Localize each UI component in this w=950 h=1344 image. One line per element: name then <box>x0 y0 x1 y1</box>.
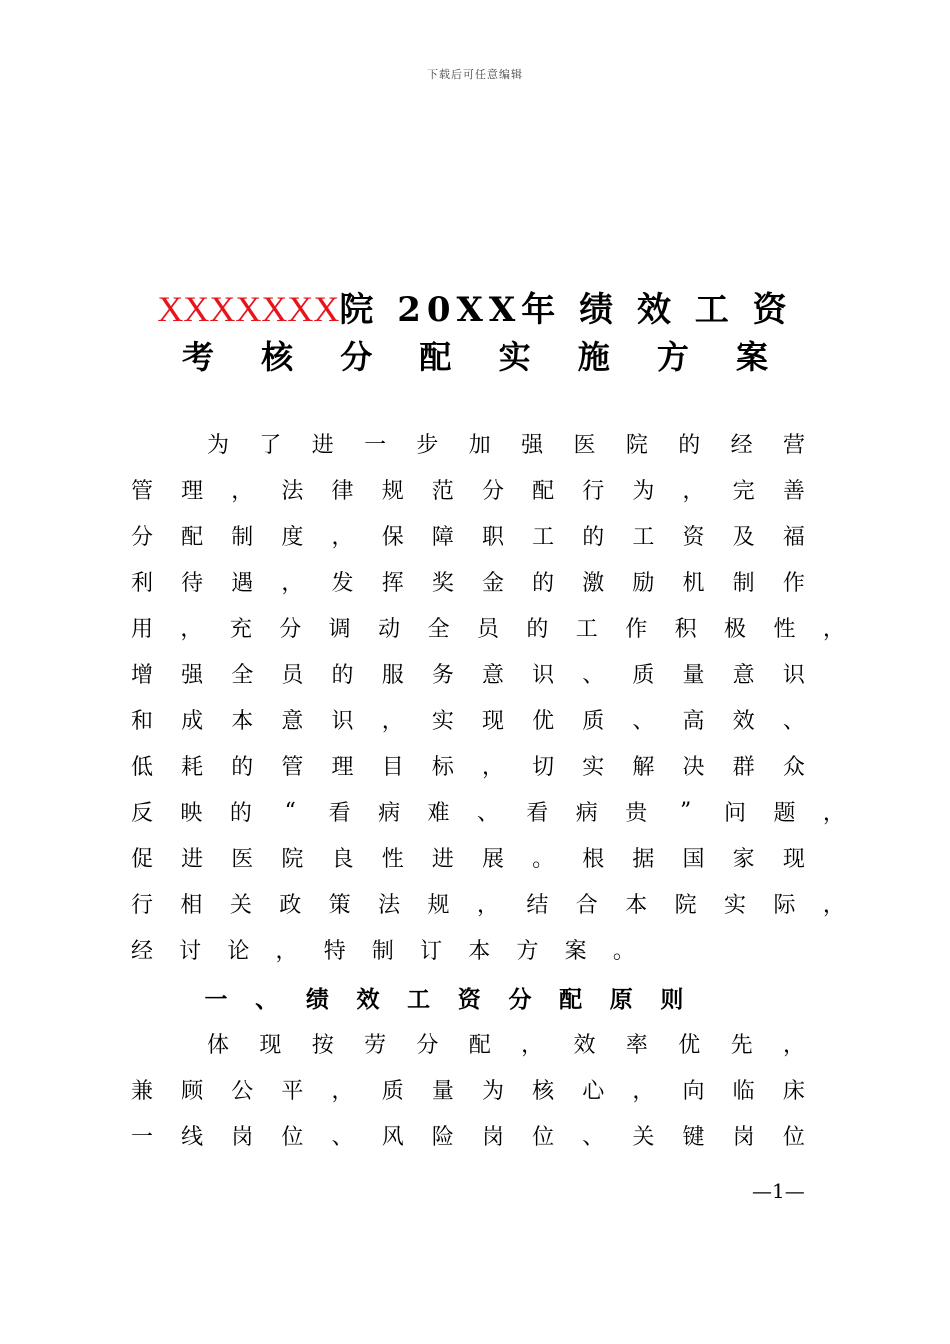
text-char: 优 <box>678 1032 701 1058</box>
text-char: ， <box>180 616 203 642</box>
text-char: 院 <box>625 432 648 458</box>
text-char: 用 <box>130 616 153 642</box>
paragraph-line <box>130 658 806 688</box>
text-char: 实 <box>724 892 747 918</box>
text-char: 键 <box>682 1124 705 1150</box>
paragraph-line <box>130 934 636 964</box>
text-char: 家 <box>732 846 755 872</box>
text-char: 资 <box>457 985 481 1013</box>
text-char: 公 <box>231 1078 254 1104</box>
text-char: 金 <box>481 570 504 596</box>
text-char: 充 <box>229 616 252 642</box>
text-char: 质 <box>632 662 655 688</box>
text-char: 利 <box>130 570 153 596</box>
text-char: 岗 <box>481 1124 504 1150</box>
text-char: 的 <box>532 570 555 596</box>
text-char: 励 <box>632 570 655 596</box>
paragraph-line <box>130 842 806 872</box>
text-char: 善 <box>782 478 805 504</box>
text-char: 意 <box>281 708 304 734</box>
text-char: 耗 <box>181 754 204 780</box>
text-char: 院 <box>674 892 697 918</box>
text-char: 劳 <box>364 1032 387 1058</box>
text-char: 位 <box>532 1124 555 1150</box>
text-char: 险 <box>431 1124 454 1150</box>
text-char: 规 <box>427 892 450 918</box>
text-char: 、 <box>782 708 805 734</box>
text-char: 低 <box>130 754 153 780</box>
text-char: ， <box>476 892 499 918</box>
paragraph-line <box>130 888 846 918</box>
text-char: 全 <box>231 662 254 688</box>
text-char: 进 <box>431 846 454 872</box>
text-char: 、 <box>582 662 605 688</box>
text-char: 方 <box>516 938 539 964</box>
text-char: 工 <box>407 985 431 1013</box>
text-char: ， <box>331 524 354 550</box>
text-char: ， <box>632 1078 655 1104</box>
text-char: 工 <box>632 524 655 550</box>
text-char: 进 <box>181 846 204 872</box>
paragraph-line <box>130 566 806 596</box>
text-char: 资 <box>682 524 705 550</box>
text-char: 效 <box>356 985 380 1013</box>
text-char: ， <box>281 570 304 596</box>
text-char: 促 <box>130 846 153 872</box>
title-line-1-text: 院 20XX年 绩 效 工 资 <box>339 290 793 330</box>
text-char: 范 <box>431 478 454 504</box>
text-char: ， <box>231 478 254 504</box>
text-char: 兼 <box>130 1078 153 1104</box>
text-char: 率 <box>625 1032 648 1058</box>
text-char: 加 <box>468 432 491 458</box>
text-char: ， <box>381 708 404 734</box>
text-char: 、 <box>582 1124 605 1150</box>
text-char: 顾 <box>181 1078 204 1104</box>
paragraph-line <box>130 612 846 642</box>
text-char: 订 <box>420 938 443 964</box>
text-char: 配 <box>468 1032 491 1058</box>
text-char: 极 <box>724 616 747 642</box>
text-char: 一 <box>364 432 387 458</box>
text-char: 、 <box>331 1124 354 1150</box>
text-char: 制 <box>231 524 254 550</box>
text-char: 。 <box>532 846 555 872</box>
text-char: 按 <box>311 1032 334 1058</box>
text-char: 高 <box>682 708 705 734</box>
text-char: 关 <box>229 892 252 918</box>
text-char: 效 <box>732 708 755 734</box>
text-char: 决 <box>682 754 705 780</box>
text-char: ， <box>782 1032 805 1058</box>
text-char: 识 <box>532 662 555 688</box>
text-char: ， <box>521 1032 544 1058</box>
text-char: 营 <box>782 432 805 458</box>
text-char: 映 <box>180 800 203 826</box>
text-char: 为 <box>632 478 655 504</box>
text-char: 岗 <box>732 1124 755 1150</box>
text-char: 岗 <box>231 1124 254 1150</box>
text-char: 政 <box>279 892 302 918</box>
text-char: 质 <box>582 708 605 734</box>
text-char: 合 <box>575 892 598 918</box>
text-char: 分 <box>130 524 153 550</box>
text-char: 特 <box>323 938 346 964</box>
text-char: 核 <box>532 1078 555 1104</box>
text-char: 院 <box>281 846 304 872</box>
text-char: 体 <box>206 1032 229 1058</box>
text-char: 优 <box>532 708 555 734</box>
text-char: 论 <box>227 938 250 964</box>
text-char: 意 <box>481 662 504 688</box>
text-char: 一 <box>130 1124 153 1150</box>
document-title-line-2: 考 核 分 配 实 施 方 案 <box>182 338 786 376</box>
text-char: 作 <box>782 570 805 596</box>
text-char: 了 <box>259 432 282 458</box>
paragraph-line <box>130 750 806 780</box>
text-char: 制 <box>371 938 394 964</box>
text-char: 性 <box>381 846 404 872</box>
text-char: ” <box>680 798 692 824</box>
text-char: 经 <box>130 938 153 964</box>
text-char: 服 <box>381 662 404 688</box>
text-char: 保 <box>381 524 404 550</box>
text-char: 和 <box>130 708 153 734</box>
text-char: 现 <box>782 846 805 872</box>
text-char: 职 <box>481 524 504 550</box>
text-char: 切 <box>532 754 555 780</box>
text-char: 群 <box>732 754 755 780</box>
text-char: 国 <box>682 846 705 872</box>
text-char: 行 <box>130 892 153 918</box>
text-char: 的 <box>678 432 701 458</box>
text-char: 强 <box>181 662 204 688</box>
text-char: 强 <box>521 432 544 458</box>
text-char: 讨 <box>179 938 202 964</box>
text-char: 问 <box>724 800 747 826</box>
text-char: 理 <box>181 478 204 504</box>
text-char: 展 <box>481 846 504 872</box>
text-char: 心 <box>582 1078 605 1104</box>
text-char: 的 <box>231 754 254 780</box>
text-char: 本 <box>625 892 648 918</box>
text-char: 际 <box>773 892 796 918</box>
text-char: 分 <box>416 1032 439 1058</box>
text-char: “ <box>284 798 296 824</box>
text-char: 制 <box>732 570 755 596</box>
text-char: 质 <box>381 1078 404 1104</box>
text-char: 风 <box>381 1124 404 1150</box>
text-char: 关 <box>632 1124 655 1150</box>
text-char: 看 <box>328 800 351 826</box>
text-char: 量 <box>431 1078 454 1104</box>
text-char: 福 <box>782 524 805 550</box>
text-char: 贵 <box>625 800 648 826</box>
text-char: 全 <box>427 616 450 642</box>
section-line <box>130 1074 806 1104</box>
text-char: 意 <box>732 662 755 688</box>
text-char: 位 <box>782 1124 805 1150</box>
document-title-line-1 <box>0 282 950 331</box>
text-char: 配 <box>181 524 204 550</box>
text-char: 行 <box>582 478 605 504</box>
page-number: —1— <box>752 1179 805 1203</box>
text-char: 奖 <box>431 570 454 596</box>
text-char: 病 <box>575 800 598 826</box>
text-char: ， <box>822 616 845 642</box>
text-char: 现 <box>259 1032 282 1058</box>
text-char: 障 <box>431 524 454 550</box>
text-char: ， <box>822 892 845 918</box>
text-char: 步 <box>416 432 439 458</box>
text-char: 实 <box>431 708 454 734</box>
text-char: 结 <box>526 892 549 918</box>
text-char: 发 <box>331 570 354 596</box>
text-char: 策 <box>328 892 351 918</box>
text-char: ， <box>822 800 845 826</box>
text-char: 实 <box>582 754 605 780</box>
page-header: 下载后可任意编辑 <box>427 68 523 81</box>
text-char: 、 <box>632 708 655 734</box>
text-char: 标 <box>431 754 454 780</box>
text-char: 为 <box>481 1078 504 1104</box>
text-char: 机 <box>682 570 705 596</box>
text-char: ， <box>275 938 298 964</box>
text-char: 的 <box>582 524 605 550</box>
text-char: 良 <box>331 846 354 872</box>
text-char: 案 <box>564 938 587 964</box>
text-char: 动 <box>378 616 401 642</box>
text-char: 目 <box>381 754 404 780</box>
text-char: 度 <box>281 524 304 550</box>
text-char: 位 <box>281 1124 304 1150</box>
text-char: 配 <box>532 478 555 504</box>
text-char: 先 <box>730 1032 753 1058</box>
text-char: 规 <box>381 478 404 504</box>
text-char: 法 <box>378 892 401 918</box>
text-char: 员 <box>476 616 499 642</box>
text-char: 务 <box>431 662 454 688</box>
text-char: 线 <box>181 1124 204 1150</box>
text-char: 根 <box>582 846 605 872</box>
section-line <box>206 1028 806 1058</box>
text-char: 识 <box>782 662 805 688</box>
paragraph-line <box>130 796 846 826</box>
text-char: 临 <box>732 1078 755 1104</box>
text-char: 作 <box>625 616 648 642</box>
text-char: 理 <box>331 754 354 780</box>
text-char: 、 <box>476 800 499 826</box>
text-char: 的 <box>229 800 252 826</box>
text-char: 管 <box>130 478 153 504</box>
text-char: 调 <box>328 616 351 642</box>
text-char: 本 <box>468 938 491 964</box>
text-char: ， <box>481 754 504 780</box>
text-char: 本 <box>231 708 254 734</box>
text-char: 配 <box>559 985 583 1013</box>
text-char: 向 <box>682 1078 705 1104</box>
text-char: 量 <box>682 662 705 688</box>
section-line <box>130 1120 806 1150</box>
text-char: 。 <box>612 938 635 964</box>
text-char: 平 <box>281 1078 304 1104</box>
text-char: 积 <box>674 616 697 642</box>
text-char: 激 <box>582 570 605 596</box>
text-char: 经 <box>730 432 753 458</box>
text-char: 进 <box>311 432 334 458</box>
title-placeholder-name: XXXXXXX <box>157 289 340 329</box>
paragraph-line <box>130 704 806 734</box>
text-char: 分 <box>481 478 504 504</box>
text-char: 的 <box>331 662 354 688</box>
text-char: 现 <box>481 708 504 734</box>
text-char: 工 <box>532 524 555 550</box>
paragraph-line <box>130 474 806 504</box>
paragraph-line <box>130 520 806 550</box>
text-char: 管 <box>281 754 304 780</box>
paragraph-line <box>206 428 806 458</box>
text-char: 据 <box>632 846 655 872</box>
text-char: 效 <box>573 1032 596 1058</box>
text-char: 病 <box>378 800 401 826</box>
text-char: 解 <box>632 754 655 780</box>
text-char: 律 <box>331 478 354 504</box>
text-char: 待 <box>181 570 204 596</box>
text-char: 增 <box>130 662 153 688</box>
text-char: 及 <box>732 524 755 550</box>
text-char: 为 <box>206 432 229 458</box>
text-char: 看 <box>526 800 549 826</box>
text-char: 成 <box>181 708 204 734</box>
text-char: 医 <box>231 846 254 872</box>
text-char: 原 <box>609 985 633 1013</box>
text-char: 相 <box>180 892 203 918</box>
text-char: 完 <box>732 478 755 504</box>
text-char: 遇 <box>231 570 254 596</box>
text-char: 识 <box>331 708 354 734</box>
text-char: 性 <box>773 616 796 642</box>
text-char: 绩 <box>305 985 329 1013</box>
text-char: 工 <box>575 616 598 642</box>
text-char: 则 <box>660 985 684 1013</box>
text-char: 一 <box>204 985 228 1013</box>
text-char: 分 <box>279 616 302 642</box>
text-char: 众 <box>782 754 805 780</box>
text-char: 、 <box>255 985 279 1013</box>
text-char: 题 <box>773 800 796 826</box>
text-char: 难 <box>427 800 450 826</box>
section-heading <box>204 982 684 1012</box>
text-char: 的 <box>526 616 549 642</box>
text-char: ， <box>331 1078 354 1104</box>
text-char: 员 <box>281 662 304 688</box>
text-char: 床 <box>782 1078 805 1104</box>
text-char: 挥 <box>381 570 404 596</box>
text-char: 分 <box>508 985 532 1013</box>
text-char: 法 <box>281 478 304 504</box>
text-char: ， <box>682 478 705 504</box>
text-char: 医 <box>573 432 596 458</box>
text-char: 反 <box>130 800 153 826</box>
